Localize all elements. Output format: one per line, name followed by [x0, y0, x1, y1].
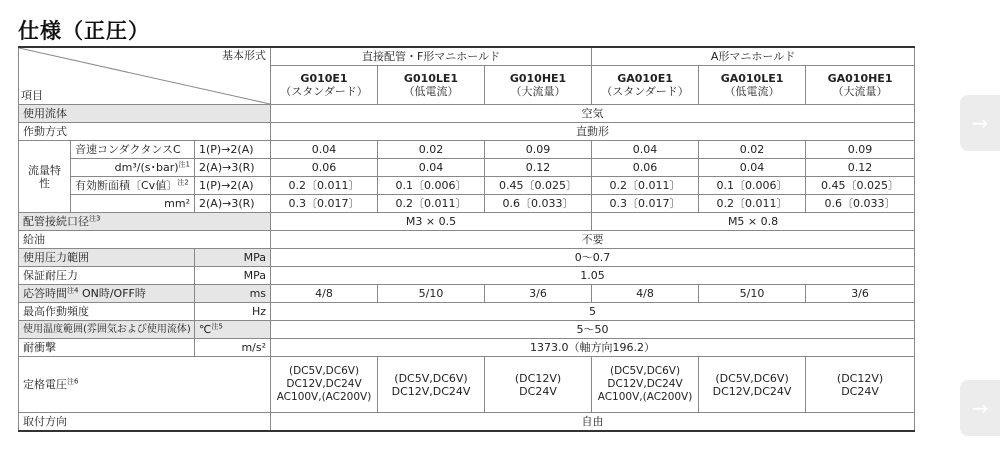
model-header [271, 66, 378, 105]
value-temperature: 5～50 [271, 321, 915, 339]
note-marker: 注4 [67, 285, 79, 294]
direction-a-r: 2(A)→3(R) [195, 159, 271, 177]
sonic-unit: dm³/(s･bar) [114, 160, 179, 174]
unit-response: ms [195, 285, 271, 303]
response-label: 応答時間 [23, 286, 67, 300]
row-label-mounting: 取付方向 [19, 413, 271, 432]
table-row [19, 285, 915, 303]
sonic-value: 0.02 [699, 141, 806, 159]
voltage-value: (DC12V) DC24V [806, 357, 915, 413]
voltage-value: (DC5V,DC6V) DC12V,DC24V [699, 357, 806, 413]
row-label-temperature: 使用温度範囲(雰囲気および使用流体) [19, 321, 195, 339]
group-header-direct: 直接配管・F形マニホールド [271, 47, 592, 66]
model-code: GA010LE1 [720, 72, 784, 85]
response-value: 3/6 [806, 285, 915, 303]
sonic-unit-label [71, 159, 195, 177]
sonic-value: 0.12 [485, 159, 592, 177]
cv-value: 0.45〔0.025〕 [485, 177, 592, 195]
row-label-pressure-range: 使用圧力範囲 [19, 249, 195, 267]
sonic-value: 0.06 [271, 159, 378, 177]
sonic-value: 0.04 [378, 159, 485, 177]
arrow-right-icon: → [971, 111, 989, 135]
value-port-direct: M3 × 0.5 [271, 213, 592, 231]
model-header [699, 66, 806, 105]
page-title: 仕様（正圧） [18, 19, 150, 43]
model-desc: （低電流） [724, 85, 780, 98]
table-row [19, 249, 915, 267]
next-arrow-button-2[interactable] [960, 380, 1000, 436]
table-row [19, 267, 915, 285]
sonic-value: 0.04 [271, 141, 378, 159]
note-marker: 注2 [177, 177, 189, 186]
arrow-right-icon: → [971, 396, 989, 420]
value-pressure-range: 0～0.7 [271, 249, 915, 267]
unit-frequency: Hz [195, 303, 271, 321]
model-code: G010HE1 [509, 72, 567, 85]
table-row [19, 123, 915, 141]
cv-label: 有効断面積〔Cv値〕 [75, 178, 178, 192]
voltage-value: (DC12V) DC24V [485, 357, 592, 413]
direction-p-a: 1(P)→2(A) [195, 141, 271, 159]
unit-proof-pressure: MPa [195, 267, 271, 285]
model-code: GA010HE1 [827, 72, 893, 85]
cv-value: 0.2〔0.011〕 [699, 195, 806, 213]
basic-form-label: 基本形式 [222, 49, 267, 62]
row-label-frequency: 最高作動頻度 [19, 303, 195, 321]
voltage-value: (DC5V,DC6V) DC12V,DC24V AC100V,(AC200V) [271, 357, 378, 413]
cv-value: 0.1〔0.006〕 [699, 177, 806, 195]
table-row [19, 213, 915, 231]
model-code: GA010E1 [617, 72, 673, 85]
voltage-value: (DC5V,DC6V) DC12V,DC24V [378, 357, 485, 413]
model-desc: （スタンダード） [601, 85, 689, 98]
sonic-value: 0.04 [592, 141, 699, 159]
table-row [19, 105, 915, 123]
value-fluid: 空気 [271, 105, 915, 123]
sonic-value: 0.04 [699, 159, 806, 177]
spec-table-container [18, 46, 914, 432]
model-desc: （スタンダード） [280, 85, 368, 98]
response-value: 4/8 [271, 285, 378, 303]
voltage-label: 定格電圧 [23, 377, 67, 391]
item-label: 項目 [21, 89, 43, 102]
model-header [485, 66, 592, 105]
direction-p-a: 1(P)→2(A) [195, 177, 271, 195]
value-lubrication: 不要 [271, 231, 915, 249]
cv-value: 0.3〔0.017〕 [592, 195, 699, 213]
response-value: 5/10 [378, 285, 485, 303]
value-operation: 直動形 [271, 123, 915, 141]
cv-value: 0.3〔0.017〕 [271, 195, 378, 213]
value-shock: 1373.0（軸方向196.2） [271, 339, 915, 357]
table-row [19, 357, 915, 413]
model-code: G010E1 [300, 72, 348, 85]
value-mounting: 自由 [271, 413, 915, 432]
value-frequency: 5 [271, 303, 915, 321]
cv-unit: mm² [71, 195, 195, 213]
sonic-value: 0.02 [378, 141, 485, 159]
response-value: 3/6 [485, 285, 592, 303]
row-label-port [19, 213, 271, 231]
value-port-a: M5 × 0.8 [592, 213, 915, 231]
row-label-lubrication: 給油 [19, 231, 271, 249]
model-desc: （低電流） [403, 85, 459, 98]
note-marker: 注5 [211, 321, 223, 330]
sonic-conductance-label: 音速コンダクタンスC [71, 141, 195, 159]
response-label-on-off: ON時/OFF時 [81, 286, 146, 300]
table-row [19, 177, 915, 195]
model-code: G010LE1 [403, 72, 459, 85]
header-corner-cell [19, 47, 271, 105]
next-arrow-button[interactable] [960, 95, 1000, 151]
voltage-value: (DC5V,DC6V) DC12V,DC24V AC100V,(AC200V) [592, 357, 699, 413]
table-row [19, 303, 915, 321]
response-value: 4/8 [592, 285, 699, 303]
model-header [378, 66, 485, 105]
group-header-a-manifold: A形マニホールド [592, 47, 915, 66]
row-label-proof-pressure: 保証耐圧力 [19, 267, 195, 285]
note-marker: 注1 [178, 159, 190, 168]
cv-value: 0.6〔0.033〕 [806, 195, 915, 213]
row-label-response [19, 285, 195, 303]
cv-value: 0.6〔0.033〕 [485, 195, 592, 213]
table-row [19, 159, 915, 177]
table-row [19, 141, 915, 159]
note-marker: 注3 [89, 213, 101, 222]
table-row [19, 413, 915, 432]
row-label-flow: 流量特性 [19, 141, 71, 213]
spec-table [18, 46, 915, 432]
sonic-value: 0.09 [485, 141, 592, 159]
table-row [19, 195, 915, 213]
table-row [19, 231, 915, 249]
model-header [806, 66, 915, 105]
cv-value: 0.2〔0.011〕 [378, 195, 485, 213]
row-label-fluid: 使用流体 [19, 105, 271, 123]
cv-value: 0.45〔0.025〕 [806, 177, 915, 195]
row-label-voltage [19, 357, 271, 413]
unit-pressure-range: MPa [195, 249, 271, 267]
table-row [19, 339, 915, 357]
note-marker: 注6 [67, 376, 79, 385]
sonic-value: 0.09 [806, 141, 915, 159]
unit-temperature-cell [195, 321, 271, 339]
effective-area-label [71, 177, 195, 195]
model-desc: （大流量） [832, 85, 888, 98]
row-label-operation: 作動方式 [19, 123, 271, 141]
cv-value: 0.2〔0.011〕 [271, 177, 378, 195]
sonic-value: 0.12 [806, 159, 915, 177]
direction-a-r: 2(A)→3(R) [195, 195, 271, 213]
unit-shock: m/s² [195, 339, 271, 357]
port-label: 配管接続口径 [23, 214, 89, 228]
header-group-row [19, 47, 915, 66]
table-row [19, 321, 915, 339]
unit-temperature: ℃ [199, 322, 212, 336]
cv-value: 0.1〔0.006〕 [378, 177, 485, 195]
cv-value: 0.2〔0.011〕 [592, 177, 699, 195]
response-value: 5/10 [699, 285, 806, 303]
sonic-value: 0.06 [592, 159, 699, 177]
model-desc: （大流量） [510, 85, 566, 98]
model-header [592, 66, 699, 105]
row-label-shock: 耐衝撃 [19, 339, 195, 357]
value-proof-pressure: 1.05 [271, 267, 915, 285]
